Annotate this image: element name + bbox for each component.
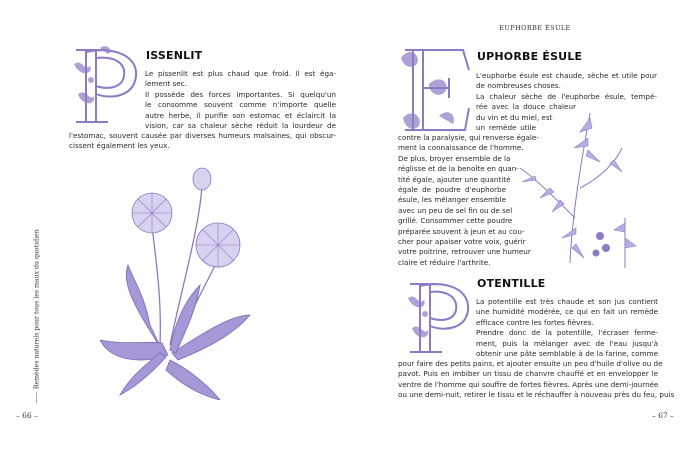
text-line: Prendre donc de la potentille, l'écraser ferme- xyxy=(476,328,658,338)
text-line: vision, car sa chaleur sèche réduit la lourdeur de xyxy=(145,121,336,131)
section-title-euphorbe: UPHORBE ÉSULE xyxy=(477,50,583,63)
page-number-right: – 67 – xyxy=(652,411,674,420)
text-line: pavot. Puis en imbiber un tissu de chanvre chauffé et en envelopper le xyxy=(398,369,658,379)
text-line: votre poitrine, retrouver une humeur xyxy=(398,247,531,257)
text-line: égale de poudre d'euphorbe xyxy=(398,185,506,195)
text-line: claire et réduire l'arthrite. xyxy=(398,257,491,267)
text-line: ment la connaissance de l'homme. xyxy=(398,143,524,153)
text-line: ventre de l'homme qui souffre de fortes fièvres. Après une demi-journée xyxy=(398,379,659,389)
text-line: ment, puis la mélanger avec de l'eau jusqu'à xyxy=(476,338,658,348)
text-line: l'estomac, souvent causée par diverses humeurs malsaines, qui obscur- xyxy=(69,131,336,140)
text-line: cissent également les yeux. xyxy=(69,141,170,151)
page-number-left: – 66 – xyxy=(16,411,38,420)
running-header: EUPHORBE ÉSULE xyxy=(499,24,571,32)
text-line: réglisse et de la benoîte en quan- xyxy=(398,164,519,174)
text-line: un remède utile xyxy=(476,123,536,133)
right-page xyxy=(350,0,700,450)
text-line: grillé. Consommer cette poudre xyxy=(398,216,513,226)
dandelion-illustration xyxy=(100,165,260,400)
text-line: rée avec la douce chaleur xyxy=(476,102,576,112)
text-line: préparée souvent à jeun et au cou- xyxy=(398,226,525,236)
text-line: Le pissenlit est plus chaud que froid. Il est éga- xyxy=(145,69,336,78)
pissenlit-indented-text xyxy=(145,69,336,131)
drop-cap-p-ornament xyxy=(400,280,472,356)
section-title-pissenlit: ISSENLIT xyxy=(146,49,203,62)
text-line: L'euphorbe ésule est chaude, sèche et utile pour xyxy=(476,71,657,80)
drop-cap-p-ornament xyxy=(64,44,140,126)
text-line: ésule, les mélanger ensemble xyxy=(398,195,506,205)
text-line: obtenir une pâte semblable à de la farine, comme xyxy=(476,349,658,359)
book-title: Remèdes naturels pour tous les maux du quotidien xyxy=(33,229,41,390)
section-title-potentille: OTENTILLE xyxy=(477,277,546,290)
pissenlit-full-text xyxy=(69,131,336,152)
drop-cap-e-ornament xyxy=(399,44,471,136)
text-line: La chaleur sèche de l'euphorbe ésule, tempé- xyxy=(476,91,657,101)
potentille-indented-text xyxy=(476,297,658,359)
text-line: du vin et du miel, est xyxy=(476,112,553,122)
running-title-vertical: —— Remèdes naturels pour tous les maux du quotidien xyxy=(33,229,41,404)
text-line: le consomme souvent comme n'importe quelle xyxy=(145,100,336,110)
euphorbe-text-continued xyxy=(398,133,539,268)
text-line: ou une demi-nuit, retirer le tissu et le réchauffer à nouveau près du feu, puis xyxy=(398,390,675,400)
text-line: de nombreuses choses. xyxy=(476,81,561,91)
euphorbia-illustration xyxy=(510,108,645,268)
text-line: cher pour apaiser votre voix, guérir xyxy=(398,237,526,247)
text-line: contre la paralysie, qui renverse égale- xyxy=(398,133,539,142)
text-line: autre herbe, il purifie son estomac et éclaircit la xyxy=(145,110,336,120)
text-line: une humidité modérée, ce qui en fait un remède xyxy=(476,307,658,317)
text-line: De plus, broyer ensemble de la xyxy=(398,153,511,163)
text-line: efficace contre les fortes fièvres. xyxy=(476,317,594,327)
text-line: Il possède des forces importantes. Si quelqu'un xyxy=(145,89,336,99)
text-line: La potentille est très chaude et son jus contient xyxy=(476,297,658,306)
potentille-full-text xyxy=(398,359,675,401)
text-line: pour faire des petits pains, et ajouter ensuite un peu d'huile d'olive ou de xyxy=(398,359,663,368)
text-line: lement sec. xyxy=(145,79,187,89)
text-line: tité égale, ajouter une quantité xyxy=(398,174,511,184)
text-line: avec un peu de sel fin ou de sel xyxy=(398,205,513,215)
